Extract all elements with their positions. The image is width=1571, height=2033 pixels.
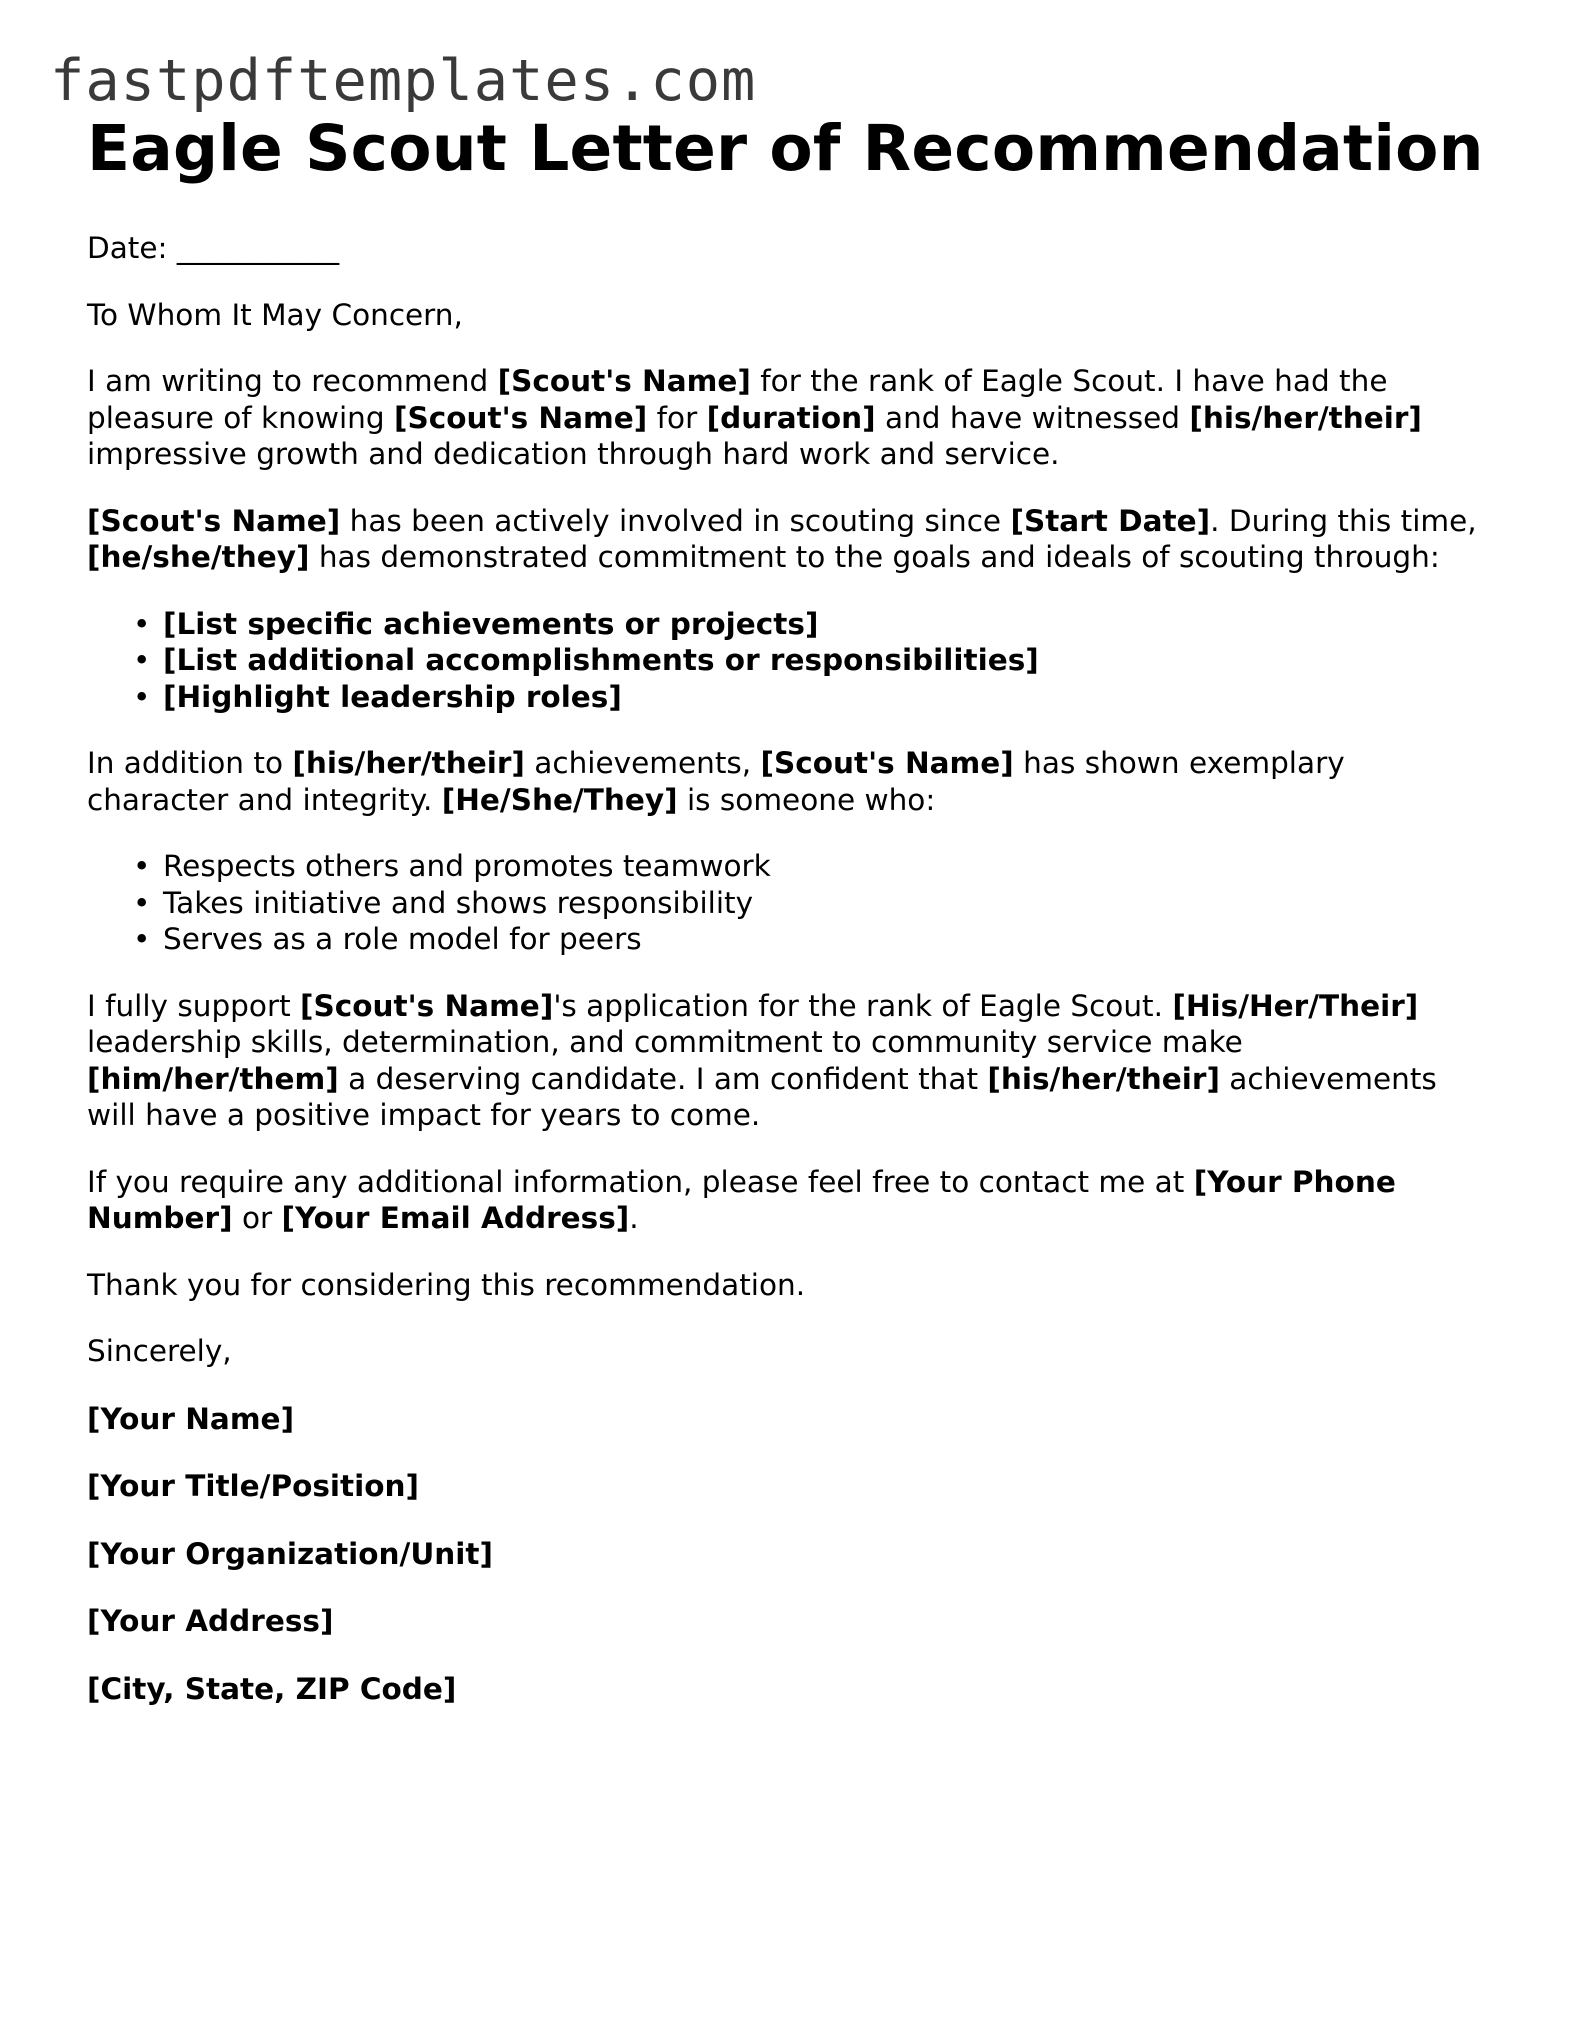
placeholder-scout-name: [Scout's Name] (300, 988, 554, 1023)
placeholder-pronoun: [his/her/their] (292, 746, 525, 780)
letter-body (87, 108, 1487, 1707)
placeholder-scout-name: [Scout's Name] (87, 503, 341, 538)
placeholder-scout-name: [Scout's Name] (497, 364, 751, 398)
paragraph-involvement: [Scout's Name] has been actively involved in scouting since [Start Date]. During this time, [he/she/they] has demonstrated commitment to the goals and ideals of scouting through: (87, 503, 1477, 574)
closing-thanks: Thank you for considering this recommendation. (87, 1267, 806, 1302)
placeholder-pronoun: [He/She/They] (441, 782, 678, 817)
traits-list (87, 848, 1487, 958)
placeholder-pronoun: [his/her/their] (1189, 400, 1422, 435)
list-item: • [Highlight leadership roles] (163, 679, 1487, 716)
salutation: To Whom It May Concern, (87, 297, 463, 332)
placeholder-pronoun: [his/her/their] (987, 1061, 1220, 1096)
placeholder-pronoun: [him/her/them] (87, 1061, 339, 1096)
date-label: Date: (87, 231, 168, 265)
placeholder-scout-name: [Scout's Name] (393, 400, 648, 435)
signature-block (87, 1401, 1487, 1708)
paragraph-support: I fully support [Scout's Name]'s application for the rank of Eagle Scout. [His/Her/Their] leadership skills, determination, and commitment to community service make [him/her/them] a deserving candidate. I am confident that [his/her/their] achievements will have a positive impact for years to come. (87, 988, 1437, 1132)
list-item: • Serves as a role model for peers (163, 921, 1487, 958)
placeholder-duration: [duration] (706, 400, 876, 435)
signoff: Sincerely, (87, 1334, 232, 1368)
placeholder-pronoun: [he/she/they] (87, 540, 310, 574)
document-title: Eagle Scout Letter of Recommendation (87, 112, 1484, 185)
list-item: • [List additional accomplishments or responsibilities] (163, 642, 1487, 679)
watermark-text: fastpdftemplates.com (50, 48, 757, 114)
placeholder-start-date: [Start Date] (1010, 503, 1211, 538)
paragraph-contact: If you require any additional information, please feel free to contact me at [Your Phone Number] or [Your Email Address]. (87, 1164, 1396, 1235)
placeholder-pronoun: [His/Her/Their] (1172, 988, 1419, 1023)
list-item: • [List specific achievements or projects] (163, 606, 1487, 643)
signature-address: [Your Address] (87, 1604, 334, 1638)
list-item: • Respects others and promotes teamwork (163, 848, 1487, 885)
signature-title: [Your Title/Position] (87, 1469, 419, 1503)
signature-name: [Your Name] (87, 1401, 295, 1436)
placeholder-phone: [Your Phone Number] (87, 1164, 1396, 1235)
paragraph-introduction: I am writing to recommend [Scout's Name] for the rank of Eagle Scout. I have had the pleasure of knowing [Scout's Name] for [duration] and have witnessed [his/her/their] impressive growth and dedication through hard work and service. (87, 364, 1422, 471)
list-item: • Takes initiative and shows responsibility (163, 885, 1487, 922)
signature-organization: [Your Organization/Unit] (87, 1536, 493, 1571)
achievements-list (87, 606, 1487, 716)
signature-city-state-zip: [City, State, ZIP Code] (87, 1671, 457, 1706)
paragraph-character: In addition to [his/her/their] achievements, [Scout's Name] has shown exemplary character and integrity. [He/She/They] is someone who: (87, 746, 1345, 817)
placeholder-email: [Your Email Address] (281, 1201, 630, 1235)
date-line (87, 230, 1487, 267)
date-blank: ___________ (176, 231, 340, 265)
placeholder-scout-name: [Scout's Name] (760, 746, 1014, 780)
